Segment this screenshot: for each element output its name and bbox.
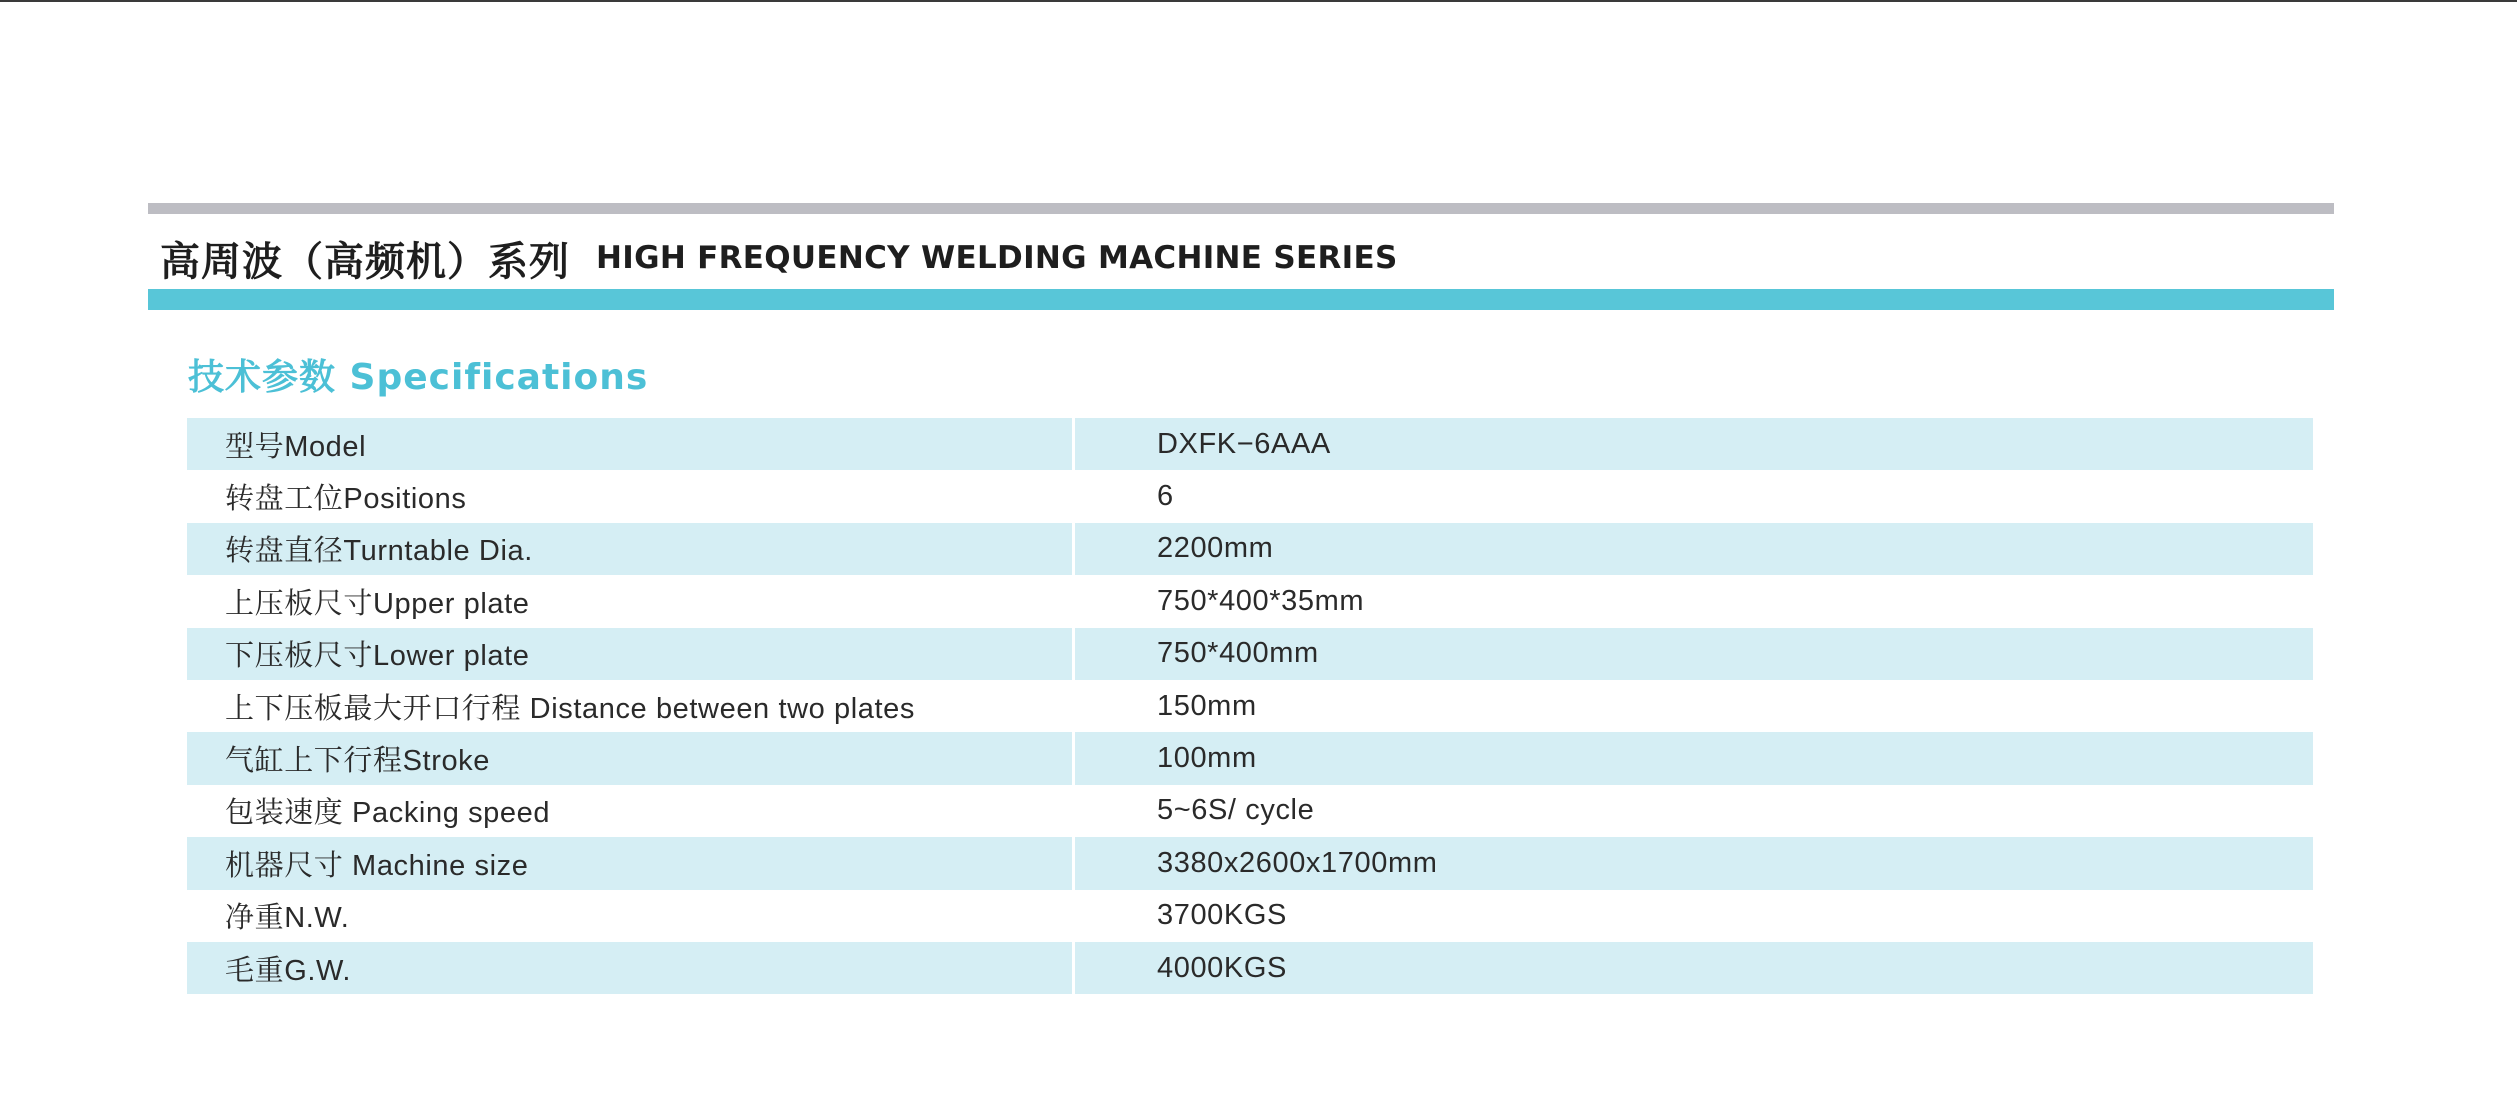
- table-row: [187, 575, 2313, 627]
- spec-value: 3380x2600x1700mm: [1075, 837, 2313, 889]
- page-header: [160, 228, 1398, 288]
- header-title-cn: 高周波（高频机）系列: [160, 238, 570, 285]
- top-border-line: [0, 0, 2517, 2]
- table-row: [187, 785, 2313, 837]
- specifications-table: [187, 418, 2313, 994]
- spec-value: 750*400mm: [1075, 628, 2313, 680]
- spec-value: 150mm: [1157, 689, 1257, 722]
- spec-value: DXFK−6AAA: [1075, 418, 2313, 470]
- spec-label: 机器尺寸 Machine size: [187, 837, 1072, 889]
- spec-value: 5~6S/ cycle: [1157, 794, 1315, 827]
- spec-label: 转盘工位Positions: [225, 483, 467, 516]
- table-row: [187, 942, 2313, 994]
- table-row: [187, 837, 2313, 889]
- spec-label: 上下压板最大开口行程 Distance between two plates: [225, 692, 916, 725]
- table-row: [187, 470, 2313, 522]
- table-row: [187, 680, 2313, 732]
- table-row: [187, 523, 2313, 575]
- section-title: 技术参数 Specifications: [188, 356, 649, 398]
- spec-value: 750*400*35mm: [1157, 584, 1365, 617]
- spec-value: 100mm: [1075, 732, 2313, 784]
- spec-label: 气缸上下行程Stroke: [187, 732, 1072, 784]
- header-title-en: HIGH FREQUENCY WELDING MACHINE SERIES: [596, 240, 1398, 276]
- spec-value: 4000KGS: [1075, 942, 2313, 994]
- spec-label: 净重N.W.: [225, 902, 350, 935]
- spec-label: 型号Model: [187, 418, 1072, 470]
- spec-value: 3700KGS: [1157, 899, 1287, 932]
- spec-value: 2200mm: [1075, 523, 2313, 575]
- spec-value: 6: [1157, 480, 1174, 513]
- spec-label: 上压板尺寸Upper plate: [225, 587, 530, 620]
- table-row: [187, 418, 2313, 470]
- spec-label: 下压板尺寸Lower plate: [187, 628, 1072, 680]
- spec-label: 毛重G.W.: [187, 942, 1072, 994]
- spec-label: 包装速度 Packing speed: [225, 797, 551, 830]
- table-row: [187, 732, 2313, 784]
- header-accent-bar: [148, 289, 2334, 310]
- header-top-rule: [148, 203, 2334, 214]
- table-row: [187, 890, 2313, 942]
- table-row: [187, 628, 2313, 680]
- spec-label: 转盘直径Turntable Dia.: [187, 523, 1072, 575]
